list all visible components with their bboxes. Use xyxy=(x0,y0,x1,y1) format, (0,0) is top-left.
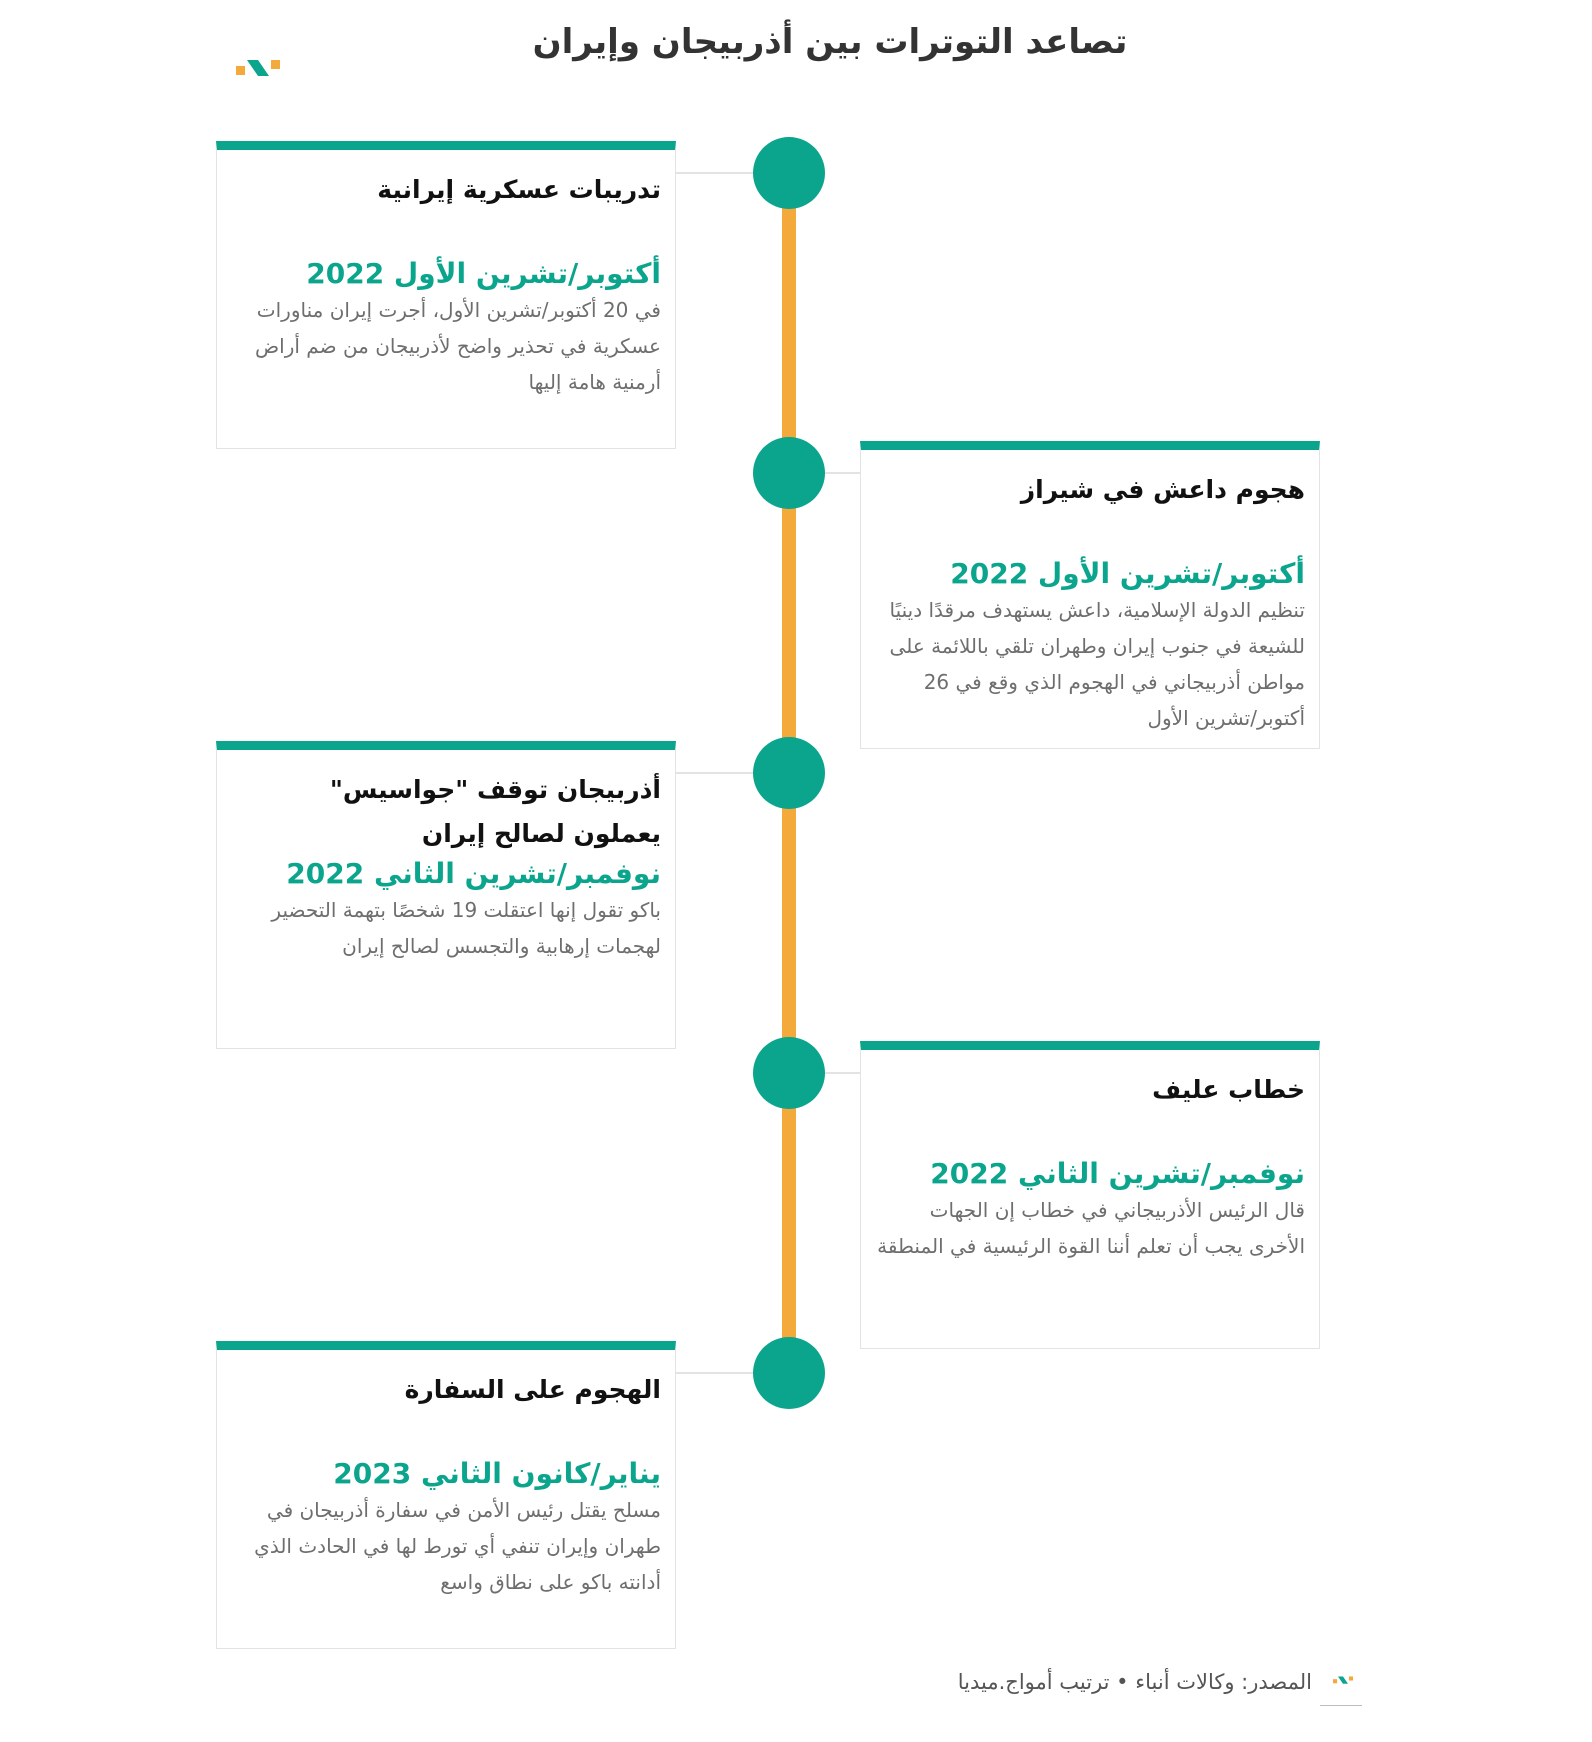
amwaj-logo-icon xyxy=(236,58,280,82)
footer-divider xyxy=(1320,1705,1362,1706)
event-date: يناير/كانون الثاني 2023 xyxy=(333,1457,661,1490)
page-title: تصاعد التوترات بين أذربيجان وإيران xyxy=(532,22,1128,62)
timeline-node xyxy=(753,1337,825,1409)
event-title: هجوم داعش في شيراز xyxy=(1020,475,1305,504)
source-text: المصدر: وكالات أنباء • ترتيب أمواج.ميديا xyxy=(957,1670,1312,1694)
event-description: تنظيم الدولة الإسلامية، داعش يستهدف مرقدًا دينيًا للشيعة في جنوب إيران وطهران تلقي باللائمة على مواطن أذربيجاني في الهجوم الذي وقع في 26 أكتوبر/تشرين الأول xyxy=(889,598,1305,730)
timeline-connector xyxy=(824,472,862,474)
event-title: الهجوم على السفارة xyxy=(404,1375,661,1404)
timeline-node xyxy=(753,737,825,809)
event-title: تدريبات عسكرية إيرانية xyxy=(377,175,661,204)
event-description: في 20 أكتوبر/تشرين الأول، أجرت إيران مناورات عسكرية في تحذير واضح لأذربيجان من ضم أراض أرمنية هامة إليها xyxy=(254,298,661,394)
event-description: مسلح يقتل رئيس الأمن في سفارة أذربيجان في طهران وإيران تنفي أي تورط لها في الحادث الذي أدانته باكو على نطاق واسع xyxy=(254,1498,661,1594)
event-date: نوفمبر/تشرين الثاني 2022 xyxy=(930,1157,1305,1190)
timeline-node xyxy=(753,137,825,209)
timeline-connector xyxy=(676,772,756,774)
event-title: أذربيجان توقف "جواسيس" يعملون لصالح إيران xyxy=(329,775,661,848)
source-footer xyxy=(950,1665,1360,1699)
timeline-card xyxy=(860,1041,1320,1349)
event-date: أكتوبر/تشرين الأول 2022 xyxy=(950,557,1305,590)
event-date: أكتوبر/تشرين الأول 2022 xyxy=(306,257,661,290)
event-description: قال الرئيس الأذربيجاني في خطاب إن الجهات الأخرى يجب أن تعلم أننا القوة الرئيسية في المنطقة xyxy=(877,1198,1305,1258)
timeline-card xyxy=(860,441,1320,749)
timeline-node xyxy=(753,437,825,509)
timeline-connector xyxy=(676,172,756,174)
timeline-card xyxy=(216,1341,676,1649)
event-title: خطاب عليف xyxy=(1152,1075,1305,1104)
timeline-node xyxy=(753,1037,825,1109)
timeline-card xyxy=(216,141,676,449)
timeline-card xyxy=(216,741,676,1049)
event-date: نوفمبر/تشرين الثاني 2022 xyxy=(286,857,661,890)
timeline-connector xyxy=(824,1072,862,1074)
event-description: باكو تقول إنها اعتقلت 19 شخصًا بتهمة التحضير لهجمات إرهابية والتجسس لصالح إيران xyxy=(271,898,661,958)
timeline-connector xyxy=(676,1372,756,1374)
